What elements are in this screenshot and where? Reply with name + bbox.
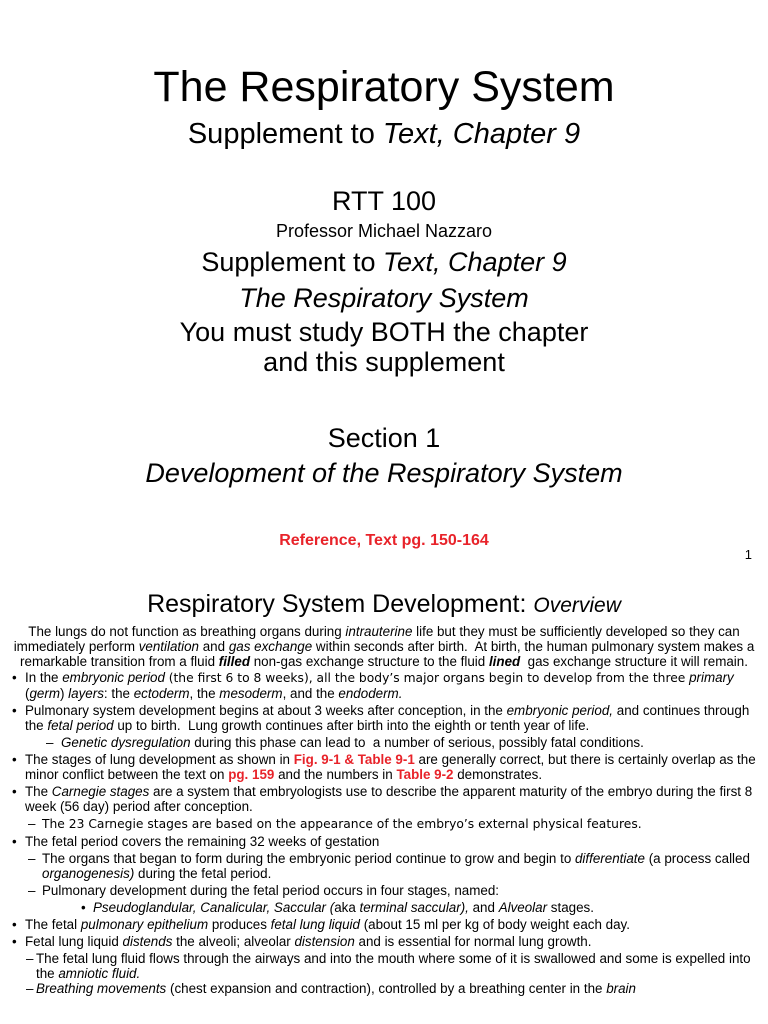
list-item: – Pulmonary development during the fetal period occurs in four stages, named: [28, 883, 500, 898]
list-item: • Pseudoglandular, Canalicular, Saccular (aka terminal saccular), and Alveolar stages. [81, 900, 594, 915]
slide-2-title [0, 588, 768, 622]
list-item: – The fetal lung fluid flows through the airways and into the mouth where some of it is swallowed and some is expelled into the amniotic fluid. [26, 951, 751, 981]
respiratory-system-italic: The Respiratory System [239, 283, 529, 313]
course-code: RTT 100 [331, 186, 437, 216]
list-item: • Fetal lung liquid distends the alveoli; alveolar distension and is essential for normal lung growth. [12, 934, 592, 949]
list-item: • Pulmonary system development begins at about 3 weeks after conception, in the embryonic period, and continues through the fetal period up to birth. Lung growth continues after birth into the eighth or tenth year of life. [12, 703, 750, 733]
supplement-line [0, 245, 768, 279]
list-item: • The stages of lung development as shown in Fig. 9-1 & Table 9-1 are generally correct, but there is certainly overlap as the minor conflict between the text on pg. 159 and the numbers in Table 9-2 demonstrates. [12, 752, 756, 782]
reference-note: Reference, Text pg. 150-164 [279, 532, 489, 549]
slide-subtitle [0, 116, 768, 152]
list-item: • The fetal period covers the remaining 32 weeks of gestation [12, 834, 380, 849]
section-heading: Section 1 [327, 423, 441, 453]
list-item: – Genetic dysregulation during this phase can lead to a number of serious, possibly fatal conditions. [46, 735, 644, 750]
slide-2-body [10, 624, 758, 996]
list-item: – Breathing movements (chest expansion and contraction), controlled by a breathing center in the brain [26, 981, 636, 996]
list-item: – The organs that began to form during the embryonic period continue to grow and begin to differentiate (a process called organogenesis) during the fetal period. [28, 851, 750, 881]
slide-title: The Respiratory System [153, 63, 615, 111]
list-item: • The Carnegie stages are a system that embryologists use to describe the apparent maturity of the embryo during the first 8 week (56 day) period after conception. [12, 784, 753, 814]
page-number: 1 [744, 547, 752, 562]
section-title: Development of the Respiratory System [145, 458, 623, 488]
list-item: • The fetal pulmonary epithelium produces fetal lung liquid (about 15 ml per kg of body weight each day. [12, 917, 630, 932]
list-item: – The 23 Carnegie stages are based on the appearance of the embryo’s external physical features. [28, 816, 642, 831]
intro-paragraph: The lungs do not function as breathing organs during intrauterine life but they must be sufficiently developed so they can immediately perform ventilation and gas exchange within seconds after birth. At birth, the human pulmonary system makes a remarkable transition from a fluid filled non-gas exchange structure to the fluid lined gas exchange structure it will remain. [13, 624, 755, 669]
supplement-text: Supplement to [201, 247, 383, 277]
study-notice [0, 317, 768, 377]
list-item: • In the embryonic period (the first 6 to 8 weeks), all the body’s major organs begin to develop from the three primary (germ) layers: the ectoderm, the mesoderm, and the endoderm. [12, 670, 734, 701]
supplement-italic: Text, Chapter 9 [383, 247, 567, 277]
slide-2 [0, 576, 768, 1024]
study-line-2: and this supplement [263, 347, 505, 377]
subtitle-italic: Text, Chapter 9 [382, 118, 581, 150]
title-italic: Overview [533, 594, 621, 617]
professor-name: Professor Michael Nazzaro [275, 221, 493, 241]
title-text: Respiratory System Development: [147, 590, 534, 618]
subtitle-text: Supplement to [187, 118, 383, 150]
study-line-1: You must study BOTH the chapter [179, 317, 589, 347]
